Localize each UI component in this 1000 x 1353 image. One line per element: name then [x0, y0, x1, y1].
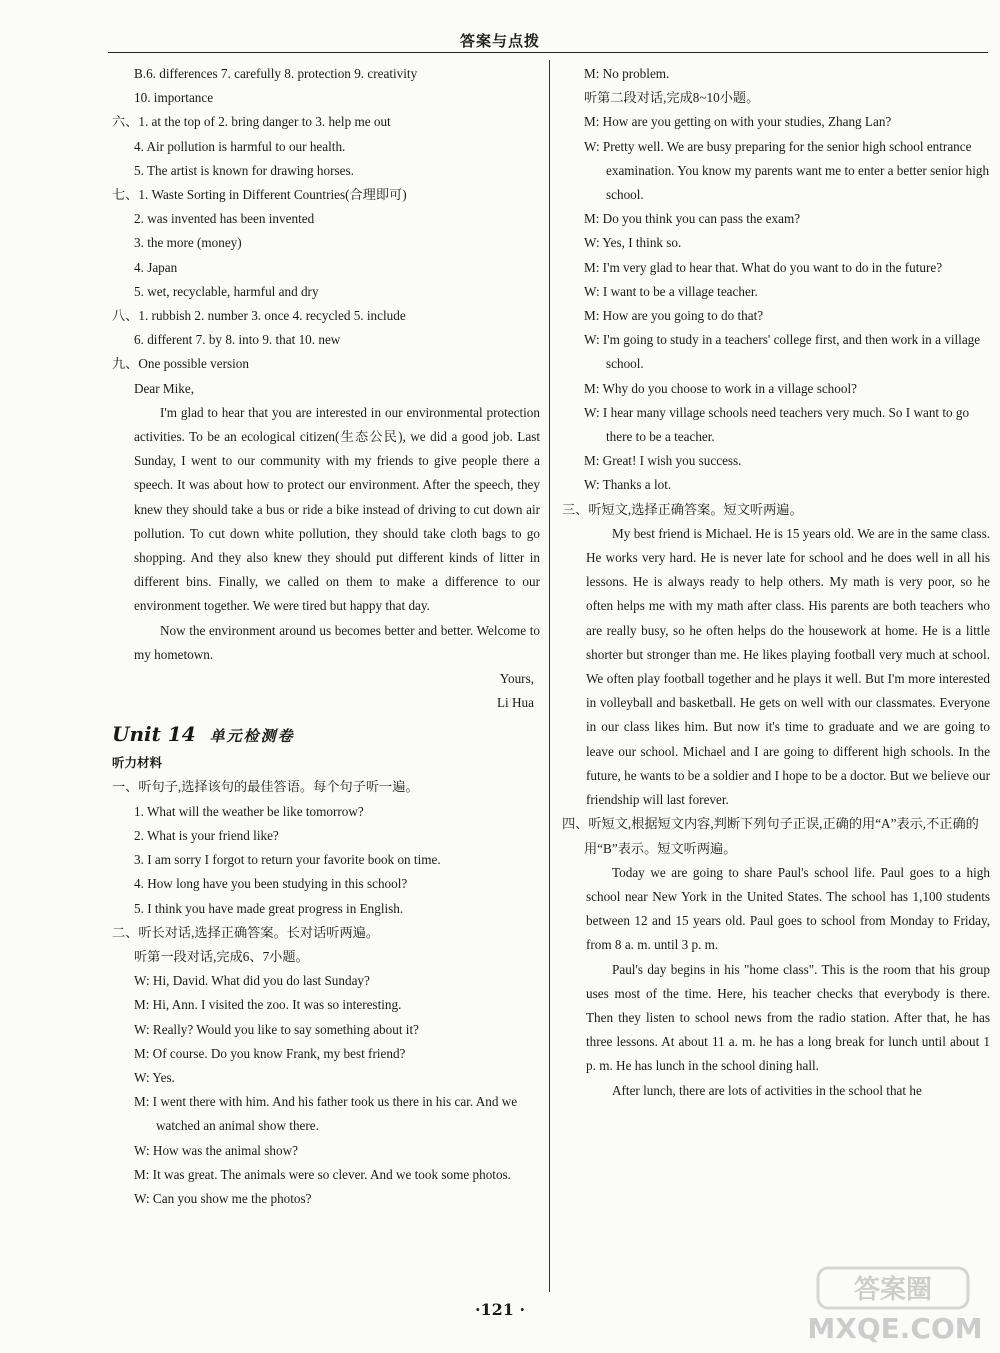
dialogue-line: W: Thanks a lot. [584, 477, 672, 493]
answer-line: 六、1. at the top of 2. bring danger to 3. help me out [112, 114, 391, 130]
section-4-passage [562, 861, 990, 1103]
answer-line: 七、1. Waste Sorting in Different Countries(合理即可) [112, 187, 407, 203]
answer-line: 4. Japan [134, 259, 178, 275]
dialogue-line: M: Great! I wish you success. [584, 453, 742, 469]
dialogue-line: M: How are you going to do that? [584, 308, 764, 324]
page-header-title: 答案与点拨 [459, 32, 540, 50]
answer-line: 九、One possible version [112, 356, 249, 372]
answer-line: 4. Air pollution is harmful to our health. [134, 138, 346, 154]
dialogue-line: M: I'm very glad to hear that. What do you want to do in the future? [584, 259, 943, 275]
dialogue-line: M: No problem. [584, 66, 670, 81]
letter-paragraph: Now the environment around us becomes better and better. Welcome to my hometown. [134, 622, 540, 662]
dialogue-line: M: How are you getting on with your studies, Zhang Lan? [584, 114, 892, 130]
dialogue-line: M: Do you think you can pass the exam? [584, 211, 801, 227]
answer-line: Dear Mike, [134, 380, 195, 396]
answer-line: 5. wet, recyclable, harmful and dry [134, 283, 319, 299]
sample-letter [112, 401, 540, 667]
answer-line: 6. different 7. by 8. into 9. that 10. new [134, 332, 341, 348]
answer-line: 5. The artist is known for drawing horses. [134, 162, 354, 178]
script-line: 听第一段对话,完成6、7小题。 [134, 948, 309, 964]
letter-closing: Yours, [499, 671, 534, 687]
script-line: 1. What will the weather be like tomorrow? [134, 803, 364, 819]
script-line: 二、听长对话,选择正确答案。长对话听两遍。 [112, 924, 380, 940]
header-rule [108, 52, 988, 53]
listening-label: 听力材料 [112, 755, 163, 771]
letter-signature: Li Hua [497, 695, 534, 711]
dialogue-line: 听第二段对话,完成8~10小题。 [584, 90, 760, 106]
section-3-title: 三、听短文,选择正确答案。短文听两遍。 [562, 501, 803, 517]
script-line: M: Hi, Ann. I visited the zoo. It was so interesting. [134, 997, 402, 1013]
answer-line: 八、1. rubbish 2. number 3. once 4. recycled 5. include [112, 308, 406, 324]
watermark-logo [800, 1262, 990, 1348]
answer-line: 3. the more (money) [134, 235, 242, 251]
answer-line: 10. importance [134, 90, 214, 106]
passage-paragraph: Today we are going to share Paul's school life. Paul goes to a high school near New York in the United States. The school has 1,100 students between 12 and 15 years old. Paul goes to school from Monday to Friday, from 8 a. m. until 3 p. m. [586, 864, 990, 953]
letter-paragraph: I'm glad to hear that you are interested in our environmental protection activities. To be an ecological citizen(生态公民), we did a good job. Last Sunday, I went to our community with my friends to give people there a speech. It was about how to protect our environment. After the speech, they knew they should take a bus or ride a bike instead of driving to cut down air pollution. To cut down white pollution, they should take cloth bags to go shopping. And they also knew they should put different kinds of litter in different bins. Finally, we called on them to make a difference to our environment together. We were tired but happy that day. [134, 404, 540, 614]
listening-script-left [112, 775, 540, 1211]
dialogue-line: W: Pretty well. We are busy preparing for the senior high school entrance examination. You know my parents want me to enter a better senior high school. [584, 138, 990, 203]
section-4-title: 四、听短文,根据短文内容,判断下列句子正误,正确的用“A”表示,不正确的用“B”表示。短文听两遍。 [562, 816, 979, 856]
script-line: W: Yes. [134, 1069, 175, 1085]
unit-heading [112, 719, 540, 751]
left-column [112, 62, 540, 1211]
script-line: 3. I am sorry I forgot to return your favorite book on time. [134, 852, 441, 868]
answer-line: 2. was invented has been invented [134, 211, 315, 227]
dialogue-line: W: I want to be a village teacher. [584, 283, 758, 299]
script-line: M: I went there with him. And his father took us there in his car. And we watched an animal show there. [134, 1094, 518, 1134]
watermark-badge: 答案圈 [853, 1275, 933, 1305]
dialogue-line: M: Why do you choose to work in a village school? [584, 380, 857, 396]
section-3-passage: My best friend is Michael. He is 15 years old. We are in the same class. He works very hard. He is never late for school and he does well in all his lessons. He is always ready to help others. My math is very poor, so he often helps me with my math after class. His parents are both teachers who are really busy, so he often helps do the housework at home. He is a little shorter but stronger than me. He likes playing football very much at school. We often play football together and he plays it well. But I'm more interested in volleyball and basketball. He gets on well with our classmates. Everyone in our class likes him. But now it's time to graduate and we are going to leave our school. Michael and I are going to different high schools. In the future, he wants to be a soldier and I hope to be a doctor. But we believe our friendship will last forever. [586, 525, 990, 808]
script-line: 4. How long have you been studying in this school? [134, 876, 408, 892]
script-line: 一、听句子,选择该句的最佳答语。每个句子听一遍。 [112, 779, 419, 795]
listening-dialogue-2 [562, 62, 990, 498]
script-line: W: Really? Would you like to say something about it? [134, 1021, 419, 1037]
script-line: M: Of course. Do you know Frank, my best friend? [134, 1045, 406, 1061]
unit-title: Unit 14 [112, 722, 196, 747]
passage-paragraph: Paul's day begins in his "home class". This is the room that his group uses most of the time. Here, his teacher checks that everybody is there. Then they listen to school news from the radio station. After that, he has three lessons. At about 11 a. m. he has a long break for lunch until about 1 p. m. He has lunch in the school dining hall. [586, 961, 990, 1074]
unit-subtitle: 单元检测卷 [209, 727, 295, 746]
passage-paragraph: After lunch, there are lots of activities in the school that he [612, 1082, 922, 1098]
column-divider [549, 60, 550, 1292]
script-line: 2. What is your friend like? [134, 827, 279, 843]
dialogue-line: W: I'm going to study in a teachers' college first, and then work in a village school. [584, 332, 981, 372]
dialogue-line: W: Yes, I think so. [584, 235, 682, 251]
watermark-text: MXQE.COM [807, 1312, 983, 1345]
script-line: M: It was great. The animals were so clever. And we took some photos. [134, 1166, 511, 1182]
page-number: ·121 · [474, 1300, 526, 1319]
right-column [562, 62, 990, 1103]
script-line: W: How was the animal show? [134, 1142, 298, 1158]
script-line: W: Hi, David. What did you do last Sunday? [134, 973, 370, 989]
script-line: 5. I think you have made great progress in English. [134, 900, 404, 916]
script-line: W: Can you show me the photos? [134, 1190, 312, 1206]
answer-key-section [112, 62, 540, 401]
dialogue-line: W: I hear many village schools need teachers very much. So I want to go there to be a teacher. [584, 404, 970, 445]
answer-line: B.6. differences 7. carefully 8. protection 9. creativity [134, 66, 418, 81]
